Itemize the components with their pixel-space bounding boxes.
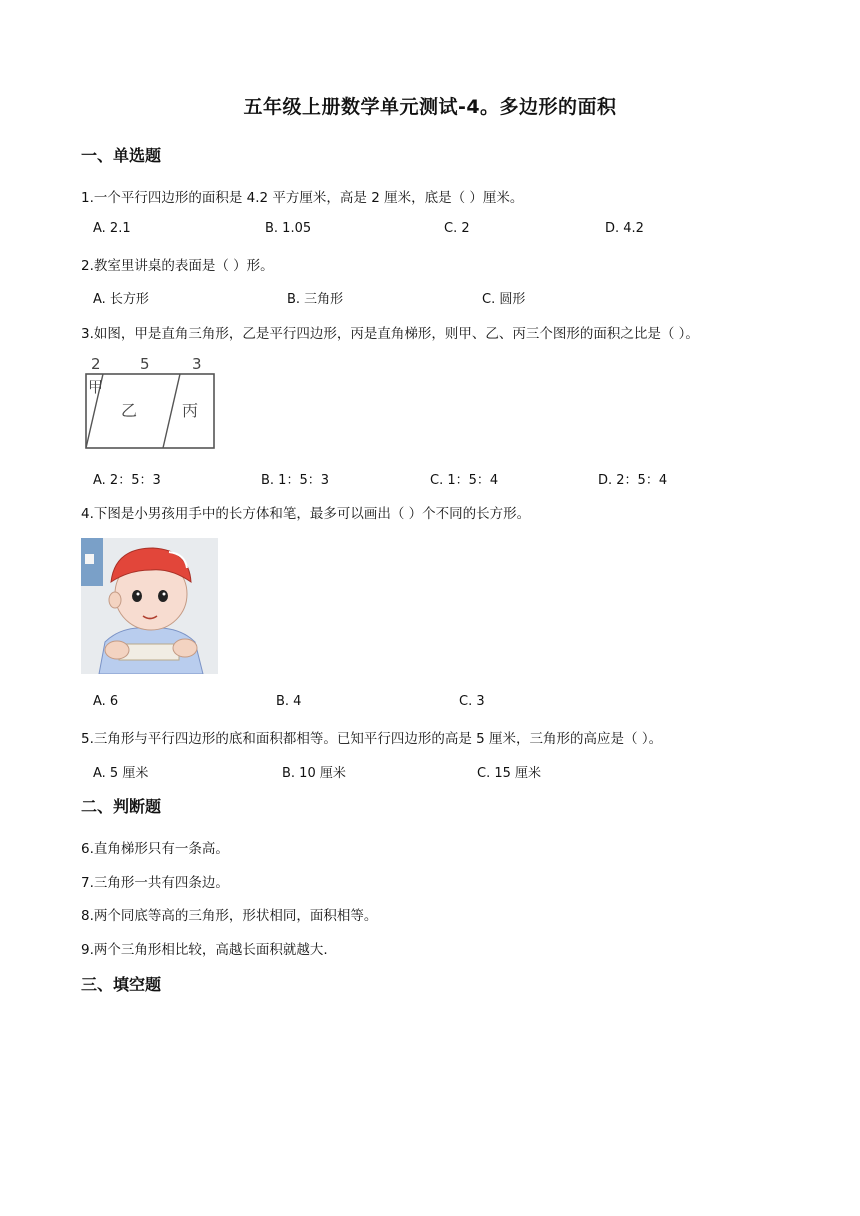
option-c[interactable]: C. 2 [444, 221, 470, 236]
question-3-figure [83, 354, 218, 452]
question-2-options [93, 288, 793, 306]
option-a[interactable]: A. 长方形 [93, 292, 149, 307]
option-c[interactable]: C. 1：5：4 [430, 473, 499, 488]
section-heading-single-choice: 一、单选题 [81, 146, 162, 165]
question-5: 5.三角形与平行四边形的底和面积都相等。已知平行四边形的高是 5 厘米，三角形的高应是（ ）。 [81, 731, 663, 747]
section-heading-true-false: 二、判断题 [81, 797, 162, 816]
section-heading-fill-blank: 三、填空题 [81, 975, 162, 994]
question-3: 3.如图，甲是直角三角形，乙是平行四边形，丙是直角梯形，则甲、乙、丙三个图形的面积之比是（ ）。 [81, 326, 699, 342]
option-b[interactable]: B. 1：5：3 [261, 473, 329, 488]
option-b[interactable]: B. 三角形 [287, 292, 344, 307]
figure-label-bing: 丙 [182, 401, 199, 420]
question-4: 4.下图是小男孩用手中的长方体和笔，最多可以画出（ ）个不同的长方形。 [81, 506, 531, 522]
option-c[interactable]: C. 3 [459, 694, 485, 709]
boy-illustration [81, 538, 218, 674]
figure-divider-right [163, 374, 180, 448]
option-a[interactable]: A. 6 [93, 694, 119, 709]
question-5-options [93, 762, 793, 780]
figure-top-label-2: 2 [91, 355, 101, 373]
option-b[interactable]: B. 10 厘米 [282, 766, 346, 781]
option-c[interactable]: C. 15 厘米 [477, 766, 542, 781]
question-7: 7.三角形一共有四条边。 [81, 875, 229, 891]
question-9: 9.两个三角形相比较，高越长面积就越大. [81, 942, 328, 958]
figure-label-jia: 甲 [88, 378, 104, 396]
question-8: 8.两个同底等高的三角形，形状相同，面积相等。 [81, 908, 378, 924]
figure-label-yi: 乙 [121, 401, 138, 420]
question-2: 2.教室里讲桌的表面是（ ）形。 [81, 258, 274, 274]
question-6: 6.直角梯形只有一条高。 [81, 841, 229, 857]
option-a[interactable]: A. 5 厘米 [93, 766, 149, 781]
page-title: 五年级上册数学单元测试-4。多边形的面积 [243, 96, 617, 118]
option-d[interactable]: D. 2：5：4 [598, 473, 668, 488]
option-b[interactable]: B. 4 [276, 694, 302, 709]
option-a[interactable]: A. 2.1 [93, 221, 131, 236]
option-d[interactable]: D. 4.2 [605, 221, 644, 236]
figure-top-label-3: 3 [192, 355, 202, 373]
option-b[interactable]: B. 1.05 [265, 221, 312, 236]
question-4-options [93, 694, 793, 712]
option-c[interactable]: C. 圆形 [482, 292, 526, 307]
question-1-options [93, 221, 793, 239]
figure-top-label-5: 5 [140, 355, 150, 373]
question-3-options [93, 469, 793, 487]
option-a[interactable]: A. 2：5：3 [93, 473, 161, 488]
question-1: 1.一个平行四边形的面积是 4.2 平方厘米，高是 2 厘米，底是（ ）厘米。 [81, 190, 524, 206]
